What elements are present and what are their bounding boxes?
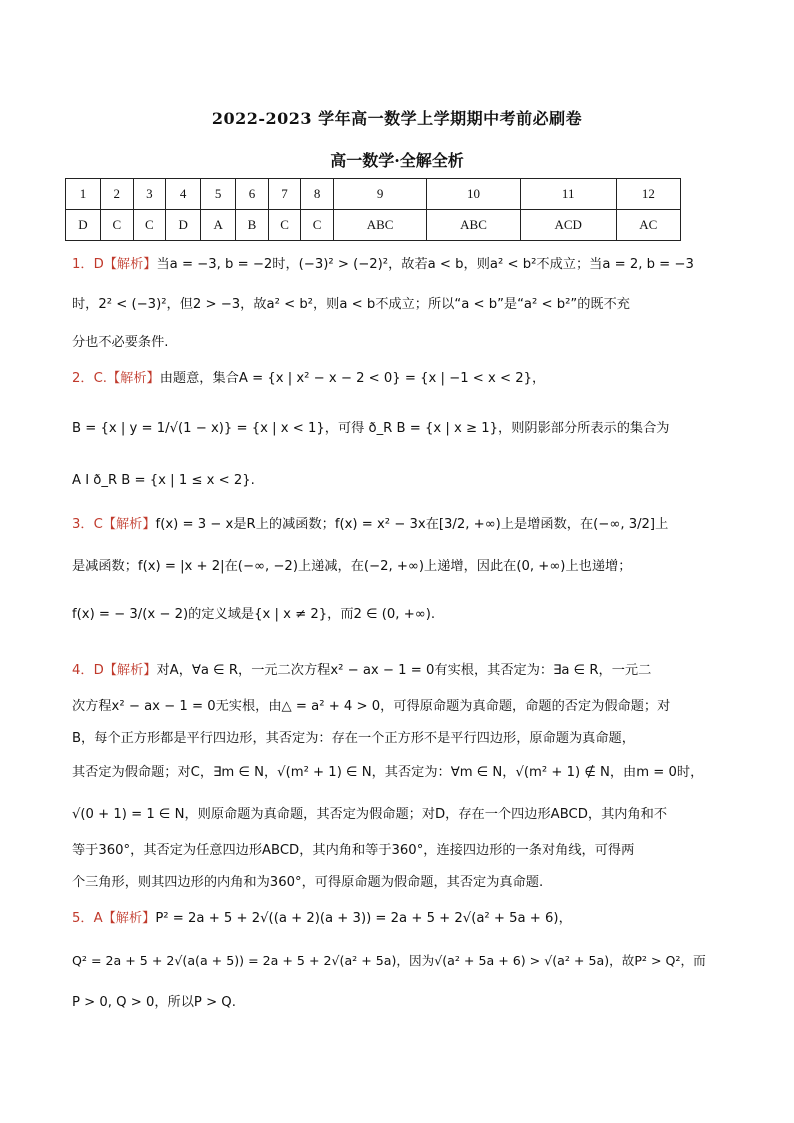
solution-text: B = {x | y = 1/√(1 − x)} = {x | x < 1}，可得 ð_R B = {x | x ≥ 1}，则阴影部分所表示的集合为 <box>72 421 670 436</box>
solution-text: f(x) = 3 − x是R上的减函数；f(x) = x² − 3x在[3/2, +∞)上是增函数，在(−∞, 3/2]上 <box>155 517 669 532</box>
question-number: 7 <box>268 179 301 210</box>
solution-line <box>72 874 712 892</box>
solution-line <box>72 516 712 534</box>
solution-line <box>72 472 712 490</box>
solution-text: 其否定为假命题；对C，∃m ∈ N，√(m² + 1) ∈ N，其否定为：∀m ∈ N，√(m² + 1) ∉ N，由m = 0时， <box>72 765 704 780</box>
question-number: 3 <box>133 179 166 210</box>
solution-tag: 3．C【解析】 <box>72 517 156 532</box>
solution-text: B，每个正方形都是平行四边形，其否定为：存在一个正方形不是平行四边形，原命题为真命题， <box>72 731 635 746</box>
answer-cell: C <box>101 210 134 241</box>
solution-line <box>72 296 712 314</box>
solution-line <box>72 764 712 782</box>
solution-text: Q² = 2a + 5 + 2√(a(a + 5)) = 2a + 5 + 2√(a² + 5a)，因为√(a² + 5a + 6) > √(a² + 5a)，故P² > Q²，而 <box>72 953 706 968</box>
solution-line <box>72 730 712 748</box>
solution-text: √(0 + 1) = 1 ∈ N，则原命题为真命题，其否定为假命题；对D，存在一个四边形ABCD，其内角和不 <box>72 807 668 822</box>
solution-text: 是减函数；f(x) = |x + 2|在(−∞, −2)上递减，在(−2, +∞)上递增，因此在(0, +∞)上也递增； <box>72 559 632 574</box>
solution-line <box>72 420 712 438</box>
answer-cell: C <box>133 210 166 241</box>
question-number: 11 <box>520 179 616 210</box>
answer-cell: AC <box>616 210 680 241</box>
solution-line <box>72 910 712 928</box>
solution-line <box>72 806 712 824</box>
answer-cell: B <box>236 210 269 241</box>
question-number: 1 <box>66 179 101 210</box>
document-subtitle: 高一数学·全解全析 <box>330 151 464 170</box>
solution-tag: 4．D【解析】 <box>72 663 157 678</box>
answer-cell: C <box>268 210 301 241</box>
solution-text: A I ð_R B = {x | 1 ≤ x < 2}. <box>72 473 255 488</box>
solution-text: 对A，∀a ∈ R，一元二次方程x² − ax − 1 = 0有实根，其否定为：∃a ∈ R，一元二 <box>156 663 652 678</box>
solution-line <box>72 952 712 970</box>
solution-line <box>72 662 712 680</box>
answer-table <box>65 178 681 241</box>
solution-text: 个三角形，则其四边形的内角和为360°，可得原命题为假命题，其否定为真命题. <box>72 875 544 890</box>
solution-tag: 5．A【解析】 <box>72 911 156 926</box>
question-number: 10 <box>427 179 520 210</box>
question-number: 4 <box>166 179 201 210</box>
answer-cell: D <box>166 210 201 241</box>
solution-line <box>72 370 712 388</box>
answer-cell: C <box>301 210 334 241</box>
solution-text: P² = 2a + 5 + 2√((a + 2)(a + 3)) = 2a + 5 + 2√(a² + 5a + 6)， <box>155 911 572 926</box>
question-number: 12 <box>616 179 680 210</box>
solution-text: 时，2² < (−3)²，但2 > −3，故a² < b²，则a < b不成立；所以“a < b”是“a² < b²”的既不充 <box>72 297 630 312</box>
question-number: 8 <box>301 179 334 210</box>
question-number: 6 <box>236 179 269 210</box>
solution-text: f(x) = − 3/(x − 2)的定义域是{x | x ≠ 2}，而2 ∈ (0, +∞). <box>72 607 436 622</box>
question-number: 9 <box>333 179 426 210</box>
solution-line <box>72 334 712 352</box>
answer-table-answer-row <box>66 210 681 241</box>
solution-text: 当a = −3, b = −2时，(−3)² > (−2)²，故若a < b，则a² < b²不成立；当a = 2, b = −3 <box>156 257 694 272</box>
solution-tag: 2．C.【解析】 <box>72 371 160 386</box>
document-title: 2022-2023 学年高一数学上学期期中考前必刷卷 <box>211 109 583 128</box>
solution-line <box>72 558 712 576</box>
question-number: 2 <box>101 179 134 210</box>
question-number: 5 <box>201 179 236 210</box>
solution-tag: 1．D【解析】 <box>72 257 157 272</box>
answer-cell: ABC <box>333 210 426 241</box>
answer-cell: D <box>66 210 101 241</box>
solution-line <box>72 256 712 274</box>
solution-text: 分也不必要条件. <box>72 335 169 350</box>
solution-line <box>72 606 712 624</box>
solution-text: 由题意，集合A = {x | x² − x − 2 < 0} = {x | −1 < x < 2}， <box>159 371 546 386</box>
solution-text: P > 0, Q > 0，所以P > Q. <box>72 995 236 1010</box>
answer-cell: ACD <box>520 210 616 241</box>
solution-text: 次方程x² − ax − 1 = 0无实根，由△ = a² + 4 > 0，可得原命题为真命题，命题的否定为假命题；对 <box>72 699 671 714</box>
solution-line <box>72 698 712 716</box>
solution-line <box>72 842 712 860</box>
answer-cell: A <box>201 210 236 241</box>
answer-cell: ABC <box>427 210 520 241</box>
solution-line <box>72 994 712 1012</box>
answer-table-number-row <box>66 179 681 210</box>
solution-text: 等于360°，其否定为任意四边形ABCD，其内角和等于360°，连接四边形的一条对角线，可得两 <box>72 843 635 858</box>
